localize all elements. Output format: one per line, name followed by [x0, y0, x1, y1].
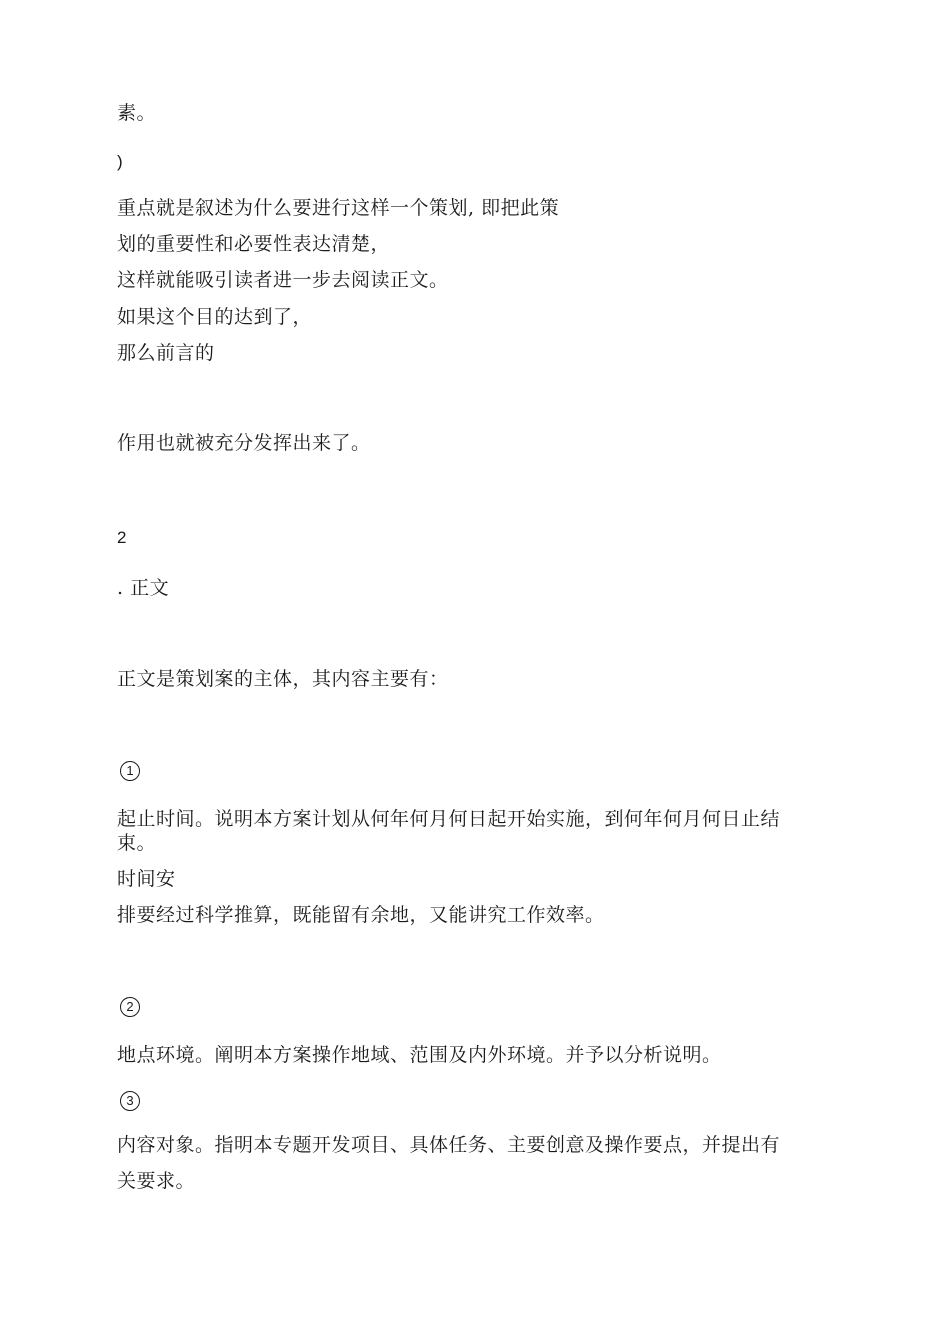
- text-line: 地点环境。阐明本方案操作地域、范围及内外环境。并予以分析说明。: [117, 1044, 722, 1066]
- text-line: 如果这个目的达到了，: [117, 306, 313, 328]
- text-line: 重点就是叙述为什么要进行这样一个策划, 即把此策: [117, 197, 560, 219]
- section-title: . 正文: [117, 577, 170, 599]
- text-line: 起止时间。说明本方案计划从何年何月何日起开始实施，到何年何月何日止结: [117, 808, 781, 830]
- circled-number-3: 3: [120, 1091, 140, 1111]
- text-line: 关要求。: [117, 1170, 196, 1192]
- text-line: 这样就能吸引读者进一步去阅读正文。: [117, 269, 449, 291]
- section-number: 2: [117, 528, 127, 547]
- text-line: 划的重要性和必要性表达清楚，: [117, 233, 391, 255]
- text-line: 正文是策划案的主体，其内容主要有：: [117, 668, 449, 690]
- circled-number-1: 1: [120, 761, 140, 781]
- text-line: 内容对象。指明本专题开发项目、具体任务、主要创意及操作要点，并提出有: [117, 1134, 781, 1156]
- text-line: 那么前言的: [117, 342, 215, 364]
- text-line: 排要经过科学推算，既能留有余地，又能讲究工作效率。: [117, 904, 605, 926]
- text-line: 作用也就被充分发挥出来了。: [117, 432, 371, 454]
- text-line: 素。: [117, 102, 157, 124]
- circled-number-2: 2: [120, 997, 140, 1017]
- text-line: ): [117, 152, 124, 171]
- text-line: 束。: [117, 832, 157, 854]
- text-line: 时间安: [117, 868, 176, 890]
